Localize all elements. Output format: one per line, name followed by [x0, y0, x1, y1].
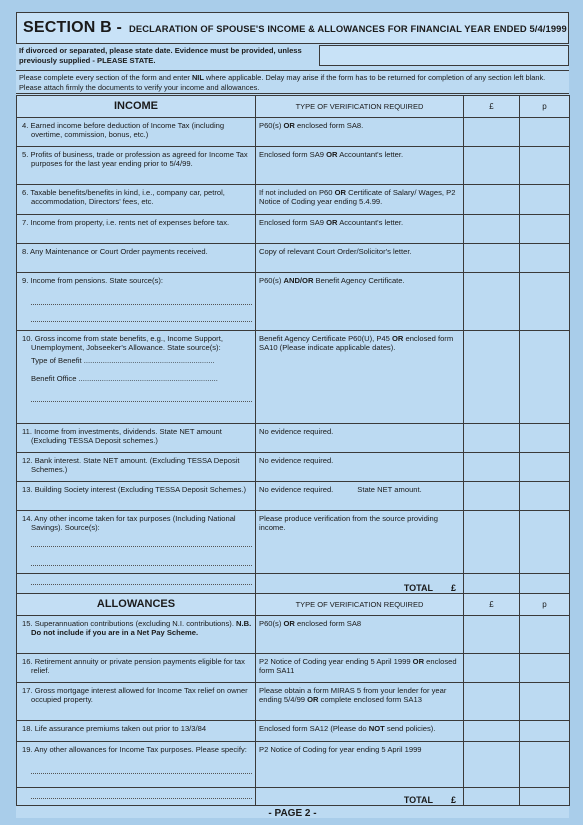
- specify-line[interactable]: [31, 763, 252, 774]
- pounds-field[interactable]: [464, 482, 520, 511]
- income-row-11: [17, 424, 570, 453]
- allowance-label: 15. Superannuation contributions (excluding N.I. contributions). N.B. Do not include if you are in a Net Pay Scheme.: [22, 619, 252, 638]
- income-row-4: [17, 118, 570, 147]
- pounds-field[interactable]: [464, 453, 520, 482]
- income-verification: P60(s) OR enclosed form SA8.: [259, 121, 364, 130]
- income-row-10: [17, 331, 570, 424]
- income-verification: No evidence required. State NET amount.: [259, 485, 422, 494]
- total-pence-field[interactable]: [520, 574, 570, 594]
- divorced-note: If divorced or separated, please state date. Evidence must be provided, unless previously supplied - PLEASE STATE.: [19, 46, 302, 65]
- source-line[interactable]: [31, 294, 252, 305]
- income-verification: Enclosed form SA9 OR Accountant's letter.: [259, 150, 404, 159]
- pounds-field[interactable]: [464, 654, 520, 683]
- allowances-total-row: [17, 788, 570, 806]
- total-pence-field[interactable]: [520, 788, 570, 806]
- allowance-row-18: [17, 721, 570, 742]
- pounds-field[interactable]: [464, 147, 520, 185]
- allowance-label: 19. Any other allowances for Income Tax purposes. Please specify:: [22, 745, 247, 754]
- pence-field[interactable]: [520, 273, 570, 331]
- allowance-label: 17. Gross mortgage interest allowed for Income Tax relief on owner occupied property.: [22, 686, 248, 705]
- source-line[interactable]: [31, 555, 252, 566]
- income-row-13: [17, 482, 570, 511]
- pence-field[interactable]: [520, 721, 570, 742]
- allowance-row-17: [17, 683, 570, 721]
- pence-field[interactable]: [520, 185, 570, 215]
- instructions-text-2: where applicable. Delay may arise if the form has to be returned for completion of any section left blank. Please attach firmly the documents to verify your income and allowances.: [19, 73, 546, 92]
- pence-field[interactable]: [520, 616, 570, 654]
- section-label: SECTION B -: [23, 19, 123, 36]
- specify-line[interactable]: [31, 788, 252, 799]
- allowances-pounds-heading: £: [464, 594, 520, 616]
- income-verification: Benefit Agency Certificate P60(U), P45 OR enclosed form SA10 (Please indicate applicable dates).: [259, 334, 454, 353]
- allowances-total-label: TOTAL £: [256, 788, 464, 806]
- instructions: [16, 70, 569, 94]
- form-page: [16, 12, 569, 818]
- total-pounds-field[interactable]: [464, 788, 520, 806]
- income-label: 7. Income from property, i.e. rents net of expenses before tax.: [22, 218, 230, 227]
- income-verification: Please produce verification from the source providing income.: [259, 514, 438, 533]
- pence-field[interactable]: [520, 331, 570, 424]
- income-label: 9. Income from pensions. State source(s):: [22, 276, 163, 285]
- source-line[interactable]: [31, 391, 252, 402]
- pounds-field[interactable]: [464, 331, 520, 424]
- income-row-14: [17, 511, 570, 574]
- pounds-field[interactable]: [464, 742, 520, 788]
- income-label: 6. Taxable benefits/benefits in kind, i.e., company car, petrol, accommodation, Directors' fees, etc.: [22, 188, 225, 207]
- income-verification-heading: TYPE OF VERIFICATION REQUIRED: [256, 96, 464, 118]
- income-verification: No evidence required.: [259, 456, 334, 465]
- page-number: - PAGE 2 -: [268, 808, 317, 819]
- pounds-field[interactable]: [464, 244, 520, 273]
- section-title: DECLARATION OF SPOUSE'S INCOME & ALLOWANCES FOR FINANCIAL YEAR ENDED 5/4/1999: [129, 23, 567, 34]
- allowance-row-16: [17, 654, 570, 683]
- income-label: 11. Income from investments, dividends. State NET amount (Excluding TESSA Deposit schemes.): [22, 427, 222, 446]
- income-verification: P60(s) AND/OR Benefit Agency Certificate.: [259, 276, 405, 285]
- source-line[interactable]: [31, 574, 252, 585]
- income-label: 14. Any other income taken for tax purposes (Including National Savings). Source(s):: [22, 514, 236, 533]
- income-heading: INCOME: [17, 96, 256, 118]
- pence-field[interactable]: [520, 683, 570, 721]
- pence-field[interactable]: [520, 654, 570, 683]
- pence-field[interactable]: [520, 482, 570, 511]
- pounds-field[interactable]: [464, 511, 520, 574]
- instructions-text: Please complete every section of the form and enter: [19, 73, 192, 82]
- divorced-date-field[interactable]: [319, 45, 569, 66]
- pence-field[interactable]: [520, 511, 570, 574]
- allowances-heading: ALLOWANCES: [17, 594, 256, 616]
- allowance-verification: P2 Notice of Coding for year ending 5 April 1999: [259, 745, 422, 754]
- type-of-benefit-line[interactable]: Type of Benefit ..............................................................: [31, 355, 215, 365]
- source-line[interactable]: [31, 536, 252, 547]
- allowance-label: 16. Retirement annuity or private pension payments eligible for tax relief.: [22, 657, 245, 676]
- income-row-8: [17, 244, 570, 273]
- source-line[interactable]: [31, 311, 252, 322]
- income-pounds-heading: £: [464, 96, 520, 118]
- allowance-row-15: [17, 616, 570, 654]
- pence-field[interactable]: [520, 147, 570, 185]
- section-header: [16, 12, 569, 44]
- allowances-table: [16, 593, 570, 806]
- pounds-field[interactable]: [464, 215, 520, 244]
- allowances-pence-heading: p: [520, 594, 570, 616]
- income-table: [16, 95, 570, 594]
- income-row-12: [17, 453, 570, 482]
- income-label: 5. Profits of business, trade or profession as agreed for Income Tax purposes for the last year ending prior to 5/4/99.: [22, 150, 248, 169]
- income-label: 12. Bank interest. State NET amount. (Excluding TESSA Deposit Schemes.): [22, 456, 240, 475]
- total-pounds-field[interactable]: [464, 574, 520, 594]
- income-verification: Enclosed form SA9 OR Accountant's letter.: [259, 218, 404, 227]
- allowance-verification: Enclosed form SA12 (Please do NOT send policies).: [259, 724, 436, 733]
- income-verification: No evidence required.: [259, 427, 334, 436]
- instructions-nil: NIL: [191, 73, 204, 82]
- income-label: 10. Gross income from state benefits, e.g., Income Support, Unemployment, Jobseeker's Allowance. State source(s):: [22, 334, 223, 353]
- allowance-label: 18. Life assurance premiums taken out prior to 13/3/84: [22, 724, 207, 733]
- income-total-row: [17, 574, 570, 594]
- pounds-field[interactable]: [464, 185, 520, 215]
- pence-field[interactable]: [520, 118, 570, 147]
- pounds-field[interactable]: [464, 424, 520, 453]
- pounds-field[interactable]: [464, 721, 520, 742]
- income-row-5: [17, 147, 570, 185]
- income-verification: Copy of relevant Court Order/Solicitor's letter.: [259, 247, 412, 256]
- allowance-verification: P2 Notice of Coding year ending 5 April 1999 OR enclosed form SA11: [259, 657, 457, 676]
- divorced-row: [16, 45, 569, 69]
- income-total-label: TOTAL £: [256, 574, 464, 594]
- pounds-field[interactable]: [464, 616, 520, 654]
- income-verification: If not included on P60 OR Certificate of Salary/ Wages, P2 Notice of Coding year ending 5.4.99.: [259, 188, 456, 207]
- pence-field[interactable]: [520, 215, 570, 244]
- pounds-field[interactable]: [464, 683, 520, 721]
- pence-field[interactable]: [520, 453, 570, 482]
- income-row-7: [17, 215, 570, 244]
- pence-field[interactable]: [520, 424, 570, 453]
- income-label: 8. Any Maintenance or Court Order payments received.: [22, 247, 208, 256]
- income-row-6: [17, 185, 570, 215]
- allowance-verification: Please obtain a form MIRAS 5 from your lender for year ending 5/4/99 OR complete enclosed form SA13: [259, 686, 447, 705]
- allowances-verification-heading: TYPE OF VERIFICATION REQUIRED: [256, 594, 464, 616]
- pounds-field[interactable]: [464, 273, 520, 331]
- income-row-9: [17, 273, 570, 331]
- pounds-field[interactable]: [464, 118, 520, 147]
- pence-field[interactable]: [520, 742, 570, 788]
- benefit-office-line[interactable]: Benefit Office ..................................................................: [31, 373, 218, 383]
- income-label: 13. Building Society interest (Excluding TESSA Deposit Schemes.): [22, 485, 247, 494]
- income-pence-heading: p: [520, 96, 570, 118]
- allowance-row-19: [17, 742, 570, 788]
- income-label: 4. Earned income before deduction of Income Tax (including overtime, commission, bonus, etc.): [22, 121, 225, 140]
- pence-field[interactable]: [520, 244, 570, 273]
- allowance-verification: P60(s) OR enclosed form SA8: [259, 619, 362, 628]
